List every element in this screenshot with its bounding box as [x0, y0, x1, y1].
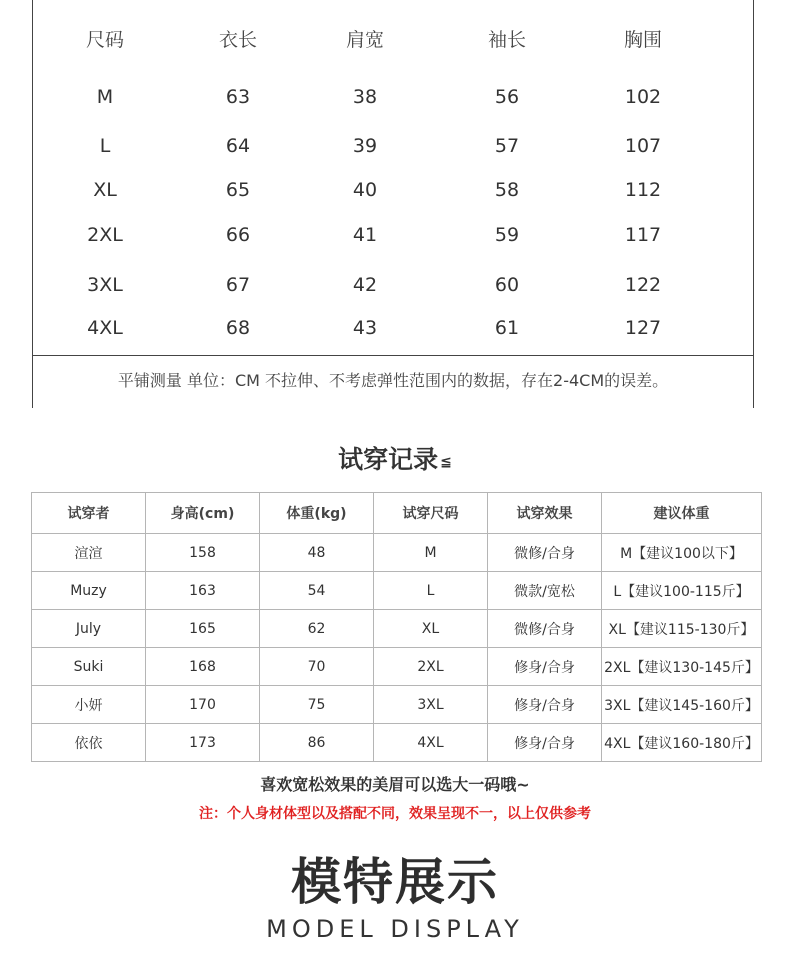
size-cell: 38 [352, 86, 378, 108]
size-cell: 42 [352, 274, 378, 296]
size-cell: 57 [494, 135, 520, 157]
header-shoulder: 肩宽 [345, 29, 385, 51]
table-cell: 小妍 [32, 686, 146, 724]
size-cell: 39 [352, 135, 378, 157]
size-tip: 喜欢宽松效果的美眉可以选大一码哦~ [260, 775, 530, 794]
try-on-table [31, 492, 762, 762]
table-row [32, 610, 762, 648]
table-cell: 168 [146, 648, 260, 686]
try-on-title-text: 试穿记录 [338, 445, 439, 474]
table-cell: 165 [146, 610, 260, 648]
size-cell: 40 [352, 179, 378, 201]
table-cell: 渲渲 [32, 534, 146, 572]
size-row [33, 175, 753, 205]
table-row [32, 724, 762, 762]
table-row [32, 648, 762, 686]
size-row [33, 220, 753, 250]
size-cell: 65 [225, 179, 251, 201]
table-cell: 4XL【建议160-180斤】 [602, 724, 762, 762]
table-cell: 微修/合身 [488, 610, 602, 648]
table-cell: 3XL【建议145-160斤】 [602, 686, 762, 724]
size-cell: XL [93, 179, 117, 201]
size-cell: 107 [624, 135, 662, 157]
size-cell: 64 [225, 135, 251, 157]
size-row [33, 270, 753, 300]
disclaimer-note: 注：个人身材体型以及搭配不同，效果呈现不一，以上仅供参考 [199, 806, 591, 822]
table-cell: July [32, 610, 146, 648]
measurement-note: 平铺测量 单位：CM 不拉伸、不考虑弹性范围内的数据，存在2-4CM的误差。 [117, 371, 669, 390]
size-row [33, 313, 753, 343]
header-chest: 胸围 [623, 29, 663, 51]
table-cell: 微款/宽松 [488, 572, 602, 610]
table-cell: 48 [260, 534, 374, 572]
header-length: 衣长 [218, 29, 258, 51]
size-cell: 41 [352, 224, 378, 246]
header-size: 尺码 [85, 29, 125, 51]
header-suggested-weight: 建议体重 [602, 493, 762, 534]
size-chart-divider [33, 355, 753, 356]
size-cell: 68 [225, 317, 251, 339]
table-cell: 70 [260, 648, 374, 686]
table-cell: 4XL [374, 724, 488, 762]
table-row [32, 534, 762, 572]
size-cell: 63 [225, 86, 251, 108]
size-cell: 102 [624, 86, 662, 108]
size-cell: 60 [494, 274, 520, 296]
table-row [32, 686, 762, 724]
table-cell: 依依 [32, 724, 146, 762]
size-cell: 112 [624, 179, 662, 201]
header-fit: 试穿效果 [488, 493, 602, 534]
header-weight: 体重(kg) [260, 493, 374, 534]
header-try-size: 试穿尺码 [374, 493, 488, 534]
size-chart-header [33, 25, 753, 55]
sparkle-icon: ≦ [440, 454, 452, 470]
size-cell: 67 [225, 274, 251, 296]
table-cell: 75 [260, 686, 374, 724]
table-cell: XL【建议115-130斤】 [602, 610, 762, 648]
size-cell: 2XL [87, 224, 123, 246]
size-cell: 122 [624, 274, 662, 296]
table-cell: 微修/合身 [488, 534, 602, 572]
size-cell: M [96, 86, 114, 108]
table-cell: 62 [260, 610, 374, 648]
table-cell: 修身/合身 [488, 686, 602, 724]
size-chart [32, 0, 754, 408]
table-cell: 3XL [374, 686, 488, 724]
table-cell: 86 [260, 724, 374, 762]
model-display-title: 模特展示 [291, 853, 499, 911]
table-cell: L【建议100-115斤】 [602, 572, 762, 610]
model-display-subtitle: MODEL DISPLAY [266, 915, 524, 943]
size-cell: 56 [494, 86, 520, 108]
table-cell: 2XL [374, 648, 488, 686]
header-sleeve: 袖长 [487, 29, 527, 51]
table-cell: 2XL【建议130-145斤】 [602, 648, 762, 686]
header-tester: 试穿者 [32, 493, 146, 534]
try-on-table-header [32, 493, 762, 534]
table-cell: 173 [146, 724, 260, 762]
size-cell: 59 [494, 224, 520, 246]
table-cell: Muzy [32, 572, 146, 610]
table-cell: 54 [260, 572, 374, 610]
size-cell: 58 [494, 179, 520, 201]
size-cell: 4XL [87, 317, 123, 339]
size-row [33, 131, 753, 161]
table-cell: 修身/合身 [488, 724, 602, 762]
size-cell: L [99, 135, 111, 157]
table-cell: 170 [146, 686, 260, 724]
table-cell: XL [374, 610, 488, 648]
try-on-title [0, 438, 790, 482]
table-cell: 163 [146, 572, 260, 610]
size-cell: 61 [494, 317, 520, 339]
table-cell: Suki [32, 648, 146, 686]
size-cell: 3XL [87, 274, 123, 296]
size-cell: 43 [352, 317, 378, 339]
header-height: 身高(cm) [146, 493, 260, 534]
table-cell: L [374, 572, 488, 610]
table-cell: 158 [146, 534, 260, 572]
table-row [32, 572, 762, 610]
table-cell: M [374, 534, 488, 572]
size-cell: 117 [624, 224, 662, 246]
table-cell: 修身/合身 [488, 648, 602, 686]
size-cell: 66 [225, 224, 251, 246]
size-row [33, 82, 753, 112]
table-cell: M【建议100以下】 [602, 534, 762, 572]
size-cell: 127 [624, 317, 662, 339]
